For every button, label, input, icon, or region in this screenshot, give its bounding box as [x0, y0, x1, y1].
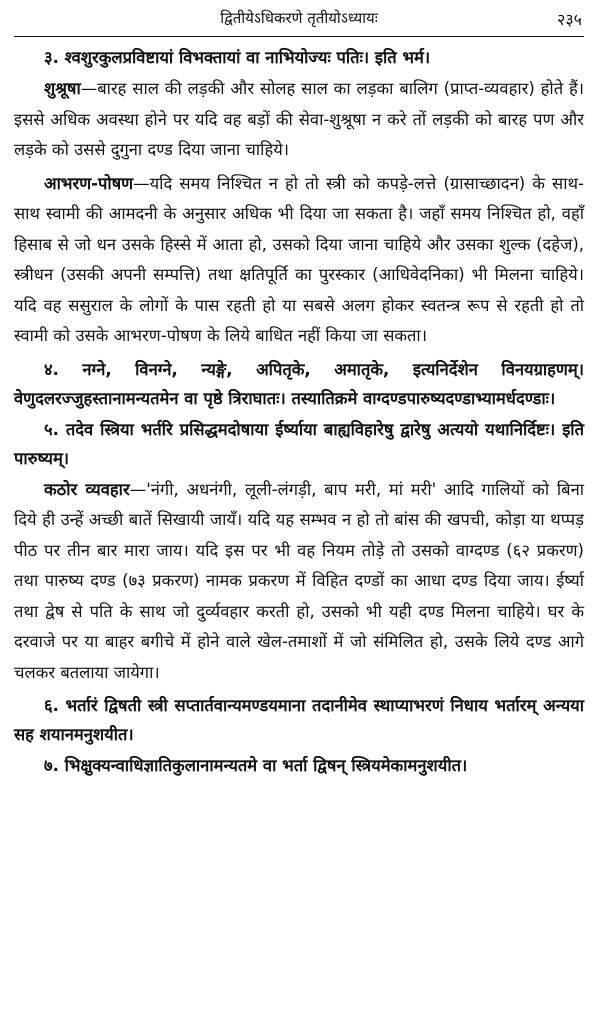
page-header [14, 8, 584, 32]
commentary-term: शुश्रूषा [44, 79, 81, 98]
commentary-shushrusha [14, 74, 584, 166]
commentary-text: —'नंगी, अधनंगी, लूली-लंगड़ी, बाप मरी, मां मरी' आदि गालियों को बिना दिये ही उन्हें अच्छी बातें सिखायी जायँ। यदि यह सम्भव न हो तो बांस की खपची, कोड़ा या थप्पड़ पीठ पर तीन बार मारा जाय। यदि इस पर भी वह नियम तोड़े तो उसको वाग्दण्ड (६२ प्रकरण) तथा पारुष्य दण्ड (७३ प्रकरण) नामक प्रकरण में विहित दण्डों का आधा दण्ड दिया जाय। ईर्ष्या तथा द्वेष से पति के साथ जो दुर्व्यवहार करती हो, उसको भी यही दण्ड मिलना चाहिये। घर के दरवाजे पर या बाहर बगीचे में होने वाले खेल-तमाशों में जो संमिलित हो, उसके लिये दण्ड आगे चलकर बतलाया जायेगा। [14, 479, 584, 682]
commentary-kathor-vyavahar [14, 475, 584, 689]
header-rule [14, 36, 584, 37]
page-number: २३५ [557, 10, 582, 29]
sutra-7: ७. भिक्षुक्यन्वाधिज्ञातिकुलानामन्यतमे वा भर्ता द्विषन् स्त्रियमेकामनुशयीत। [44, 756, 468, 775]
sutra-5: ५. तदेव स्त्रिया भर्तरि प्रसिद्धमदोषाया ईर्ष्याया बाह्यविहारेषु द्वारेषु अत्ययो यथानिर्दिष्टः। इति पारुष्यम्। [14, 419, 584, 468]
commentary-text: —यदि समय निश्चित न हो तो स्त्री को कपड़े-लत्ते (ग्रासाच्छादन) के साथ-साथ स्वामी की आमदनी के अनुसार अधिक भी दिया जा सकता है। जहाँ समय निश्चित हो, वहाँ हिसाब से जो धन उसके हिस्से में आता हो, उसको दिया जाना चाहिये और उसका शुल्क (दहेज), स्त्रीधन (उसकी अपनी सम्पत्ति) तथा क्षतिपूर्ति का पुरस्कार (आधिवेदनिका) भी मिलना चाहिये। यदि वह ससुराल के लोगों के पास रहती हो या सबसे अलग होकर स्वतन्त्र रूप से रहती हो तो स्वामी को उसके आभरण-पोषण के लिये बाधित नहीं किया जा सकता। [14, 173, 584, 345]
sutra-3: ३. श्वशुरकुलप्रविष्टायां विभक्तायां वा नाभियोज्यः पतिः। इति भर्म। [44, 48, 431, 67]
commentary-text: —बारह साल की लड़की और सोलह साल का लड़का बालिग (प्राप्त-व्यवहार) होते हैं। इससे अधिक अवस्था होने पर यदि वह बड़ों की सेवा-शुश्रूषा न करे तों लड़की को बारह पण और लड़के को उससे दुगुना दण्ड दिया जाना चाहिये। [14, 79, 584, 159]
commentary-term: कठोर व्यवहार [44, 479, 130, 499]
commentary-abharan-poshan [14, 169, 584, 352]
sutra-6: ६. भर्तारं द्विषती स्त्री सप्तार्तवान्यमण्डयमाना तदानीमेव स्थाप्याभरणं निधाय भर्तारम् अन्यया सह शयानमनुशयीत। [14, 696, 584, 744]
commentary-term: आभरण-पोषण [44, 173, 134, 193]
running-title: द्वितीयेऽधिकरणे तृतीयोऽध्यायः [220, 9, 378, 27]
sutra-4: ४. नग्ने, विनग्ने, न्यङ्गे, अपितृके, अमातृके, इत्यनिर्देशेन विनयग्राहणम्। वेणुदलरज्जुहस्तानामन्यतमेन वा पृष्ठे त्रिराघातः। तस्यातिक्रमे वाग्दण्डपारुष्यदण्डाभ्यामर्धदण्डाः। [14, 359, 584, 408]
